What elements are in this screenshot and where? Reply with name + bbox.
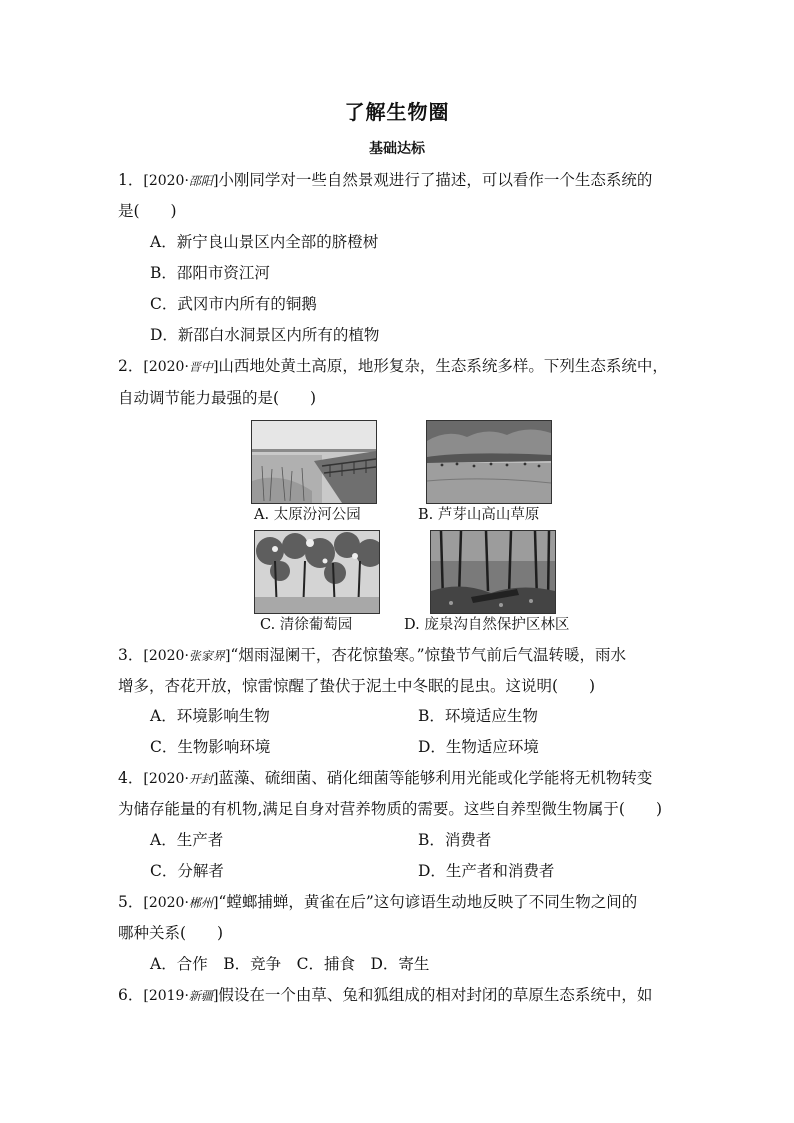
section-heading: 基础达标 <box>369 141 425 157</box>
question-text-continued: 自动调节能力最强的是( ) <box>118 389 317 407</box>
photo-forest-reserve[interactable] <box>430 530 556 614</box>
option-a[interactable]: A．新宁良山景区内全部的脐橙树 <box>150 233 379 251</box>
option-d[interactable]: D．生物适应环境 <box>418 738 539 756</box>
photo-mountain-grassland[interactable] <box>426 420 552 504</box>
question-number: 3． <box>118 646 144 664</box>
question-text-continued: 哪种关系( ) <box>118 924 224 942</box>
source-tag: [2020·邵阳] <box>143 173 219 189</box>
option-a[interactable]: A．生产者 <box>150 831 224 849</box>
source-tag: [2020·开封] <box>143 771 219 787</box>
source-tag: [2019·新疆] <box>143 988 219 1004</box>
source-tag: [2020·晋中] <box>143 359 219 375</box>
question-text-continued: 是( ) <box>118 202 177 220</box>
question-number: 1． <box>118 171 144 189</box>
question-text-continued: 增多，杏花开放，惊雷惊醒了蛰伏于泥土中冬眠的昆虫。这说明( ) <box>118 677 596 695</box>
caption-d: D. 庞泉沟自然保护区林区 <box>404 617 570 633</box>
question-2 <box>118 356 668 377</box>
question-text: 假设在一个由草、兔和狐组成的相对封闭的草原生态系统中，如 <box>218 986 653 1004</box>
page-title: 了解生物圈 <box>344 100 450 124</box>
option-b[interactable]: B．邵阳市资江河 <box>150 264 270 282</box>
source-tag: [2020·张家界] <box>143 648 231 664</box>
options-row[interactable]: A．合作 B．竞争 C．捕食 D．寄生 <box>150 955 430 973</box>
question-4 <box>118 768 652 789</box>
source-tag: [2020·郴州] <box>143 895 219 911</box>
question-text: 小刚同学对一些自然景观进行了描述，可以看作一个生态系统的 <box>218 171 653 189</box>
question-number: 6． <box>118 986 144 1004</box>
question-text: 蓝藻、硫细菌、硝化细菌等能够利用光能或化学能将无机物转变 <box>218 769 653 787</box>
question-text: “烟雨湿阑干，杏花惊蛰寒。”惊蛰节气前后气温转暖，雨水 <box>230 646 627 664</box>
option-c[interactable]: C．生物影响环境 <box>150 738 271 756</box>
option-a[interactable]: A．环境影响生物 <box>150 707 270 725</box>
option-d[interactable]: D．生产者和消费者 <box>418 862 555 880</box>
question-text-continued: 为储存能量的有机物,满足自身对营养物质的需要。这些自养型微生物属于( ) <box>118 800 663 818</box>
option-c[interactable]: C．武冈市内所有的铜鹅 <box>150 295 317 313</box>
caption-a: A. 太原汾河公园 <box>254 507 361 523</box>
option-b[interactable]: B．消费者 <box>418 831 492 849</box>
caption-b: B. 芦芽山高山草原 <box>418 507 540 523</box>
photo-vineyard[interactable] <box>254 530 380 614</box>
question-1 <box>118 170 652 191</box>
option-c[interactable]: C．分解者 <box>150 862 224 880</box>
option-b[interactable]: B．环境适应生物 <box>418 707 538 725</box>
question-5 <box>118 892 637 913</box>
caption-c: C. 清徐葡萄园 <box>260 617 353 633</box>
question-3 <box>118 645 626 666</box>
question-text: 山西地处黄土高原，地形复杂，生态系统多样。下列生态系统中， <box>218 357 668 375</box>
photo-river-park[interactable] <box>251 420 377 504</box>
question-number: 5． <box>118 893 144 911</box>
question-text: “螳螂捕蝉，黄雀在后”这句谚语生动地反映了不同生物之间的 <box>218 893 638 911</box>
question-number: 2． <box>118 357 144 375</box>
question-number: 4． <box>118 769 144 787</box>
option-d[interactable]: D．新邵白水洞景区内所有的植物 <box>150 326 380 344</box>
question-6 <box>118 985 652 1006</box>
